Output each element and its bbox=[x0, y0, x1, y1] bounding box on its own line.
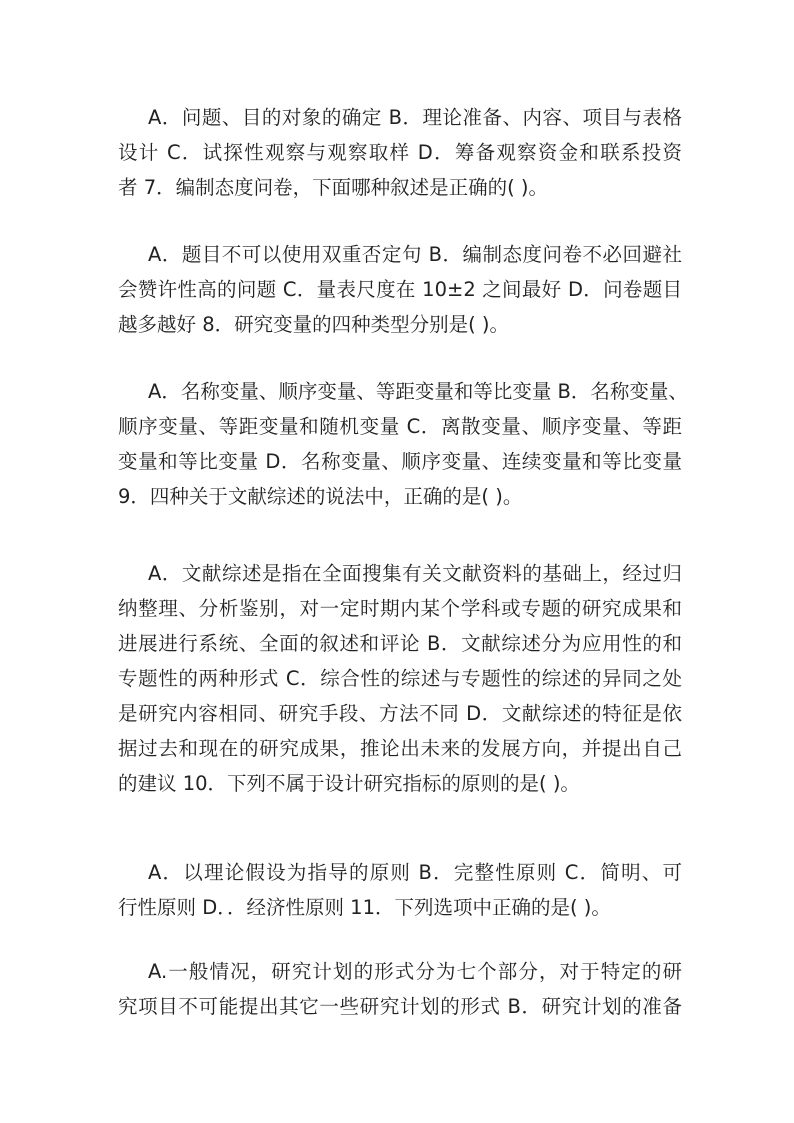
text-line: 是研究内容相同、研究手段、方法不同 D．文献综述的特征是依 bbox=[118, 702, 682, 725]
paragraph-question-11-options bbox=[118, 954, 682, 1024]
text-line: 据过去和现在的研究成果，推论出未来的发展方向，并提出自己 bbox=[118, 737, 682, 760]
text-line: A．文献综述是指在全面搜集有关文献资料的基础上，经过归 bbox=[148, 562, 682, 585]
text-line: A．问题、目的对象的确定 B．理论准备、内容、项目与表格 bbox=[148, 106, 682, 129]
text-line: 行性原则 D．．经济性原则 11．下列选项中正确的是( )。 bbox=[118, 896, 611, 919]
text-line: 会赞许性高的问题 C．量表尺度在 10±2 之间最好 D．问卷题目 bbox=[118, 278, 682, 301]
text-line: 9．四种关于文献综述的说法中，正确的是( )。 bbox=[118, 485, 523, 508]
text-line: 变量和等比变量 D．名称变量、顺序变量、连续变量和等比变量 bbox=[118, 450, 682, 473]
paragraph-question-7-options bbox=[118, 237, 682, 342]
paragraph-question-8-options bbox=[118, 374, 688, 514]
paragraph-question-6-options bbox=[118, 100, 682, 205]
text-line: 进展进行系统、全面的叙述和评论 B．文献综述分为应用性的和 bbox=[118, 632, 682, 655]
text-line: A．题目不可以使用双重否定句 B．编制态度问卷不必回避社 bbox=[148, 243, 682, 266]
text-line: 的建议 10．下列不属于设计研究指标的原则的是( )。 bbox=[118, 772, 580, 795]
text-line: 顺序变量、等距变量和随机变量 C．离散变量、顺序变量、等距 bbox=[118, 415, 682, 438]
text-line: 专题性的两种形式 C．综合性的综述与专题性的综述的异同之处 bbox=[118, 667, 682, 690]
text-line: 越多越好 8．研究变量的四种类型分别是( )。 bbox=[118, 313, 510, 336]
text-line: A．以理论假设为指导的原则 B．完整性原则 C．简明、可 bbox=[148, 861, 682, 884]
text-line: 者 7．编制态度问卷，下面哪种叙述是正确的( )。 bbox=[118, 176, 549, 199]
text-line: 纳整理、分析鉴别，对一定时期内某个学科或专题的研究成果和 bbox=[118, 597, 682, 620]
text-line: 设计 C．试探性观察与观察取样 D．筹备观察资金和联系投资 bbox=[118, 141, 682, 164]
paragraph-question-9-options bbox=[118, 556, 682, 801]
text-line: A．名称变量、顺序变量、等距变量和等比变量 B．名称变量、 bbox=[148, 380, 688, 403]
text-line: 究项目不可能提出其它一些研究计划的形式 B．研究计划的准备 bbox=[118, 995, 682, 1018]
paragraph-question-10-options bbox=[118, 855, 682, 925]
text-line: A.一般情况，研究计划的形式分为七个部分，对于特定的研 bbox=[148, 960, 682, 983]
